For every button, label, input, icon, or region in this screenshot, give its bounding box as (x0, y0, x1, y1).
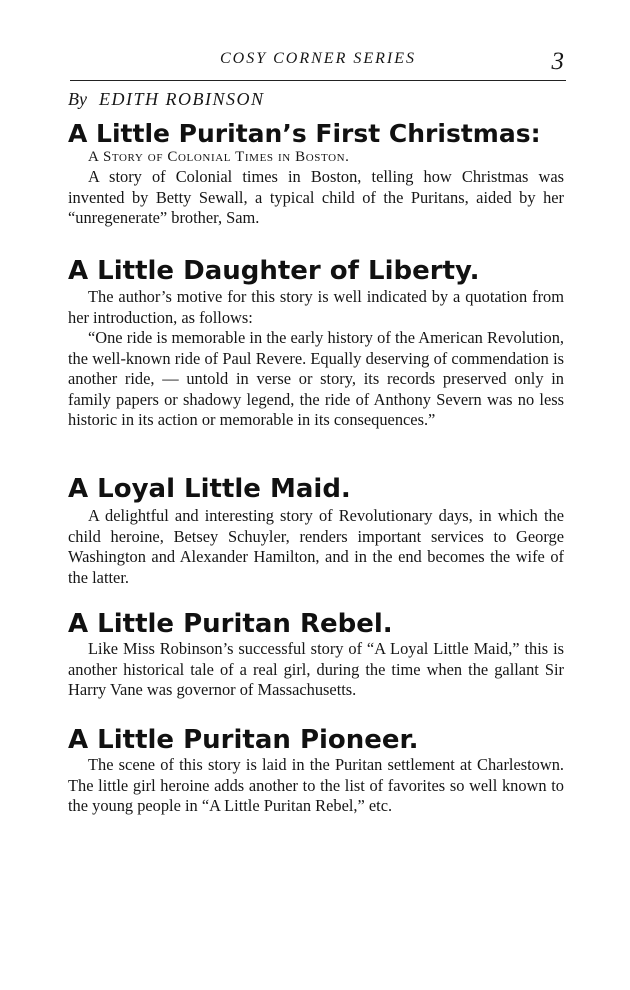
page-number: 3 (551, 48, 564, 75)
book-title-2: A Little Daughter of Liberty. (68, 256, 480, 286)
book-title-1: A Little Puritan’s First Christmas: (68, 119, 541, 148)
book-quote-2: “One ride is memorable in the early history of the American Revolution, the well-known ride of Paul Revere. Equally deserving of commendation is another ride, — untold in verse or story, its records preserved only in family papers or shadowy legend, the ride of Anthony Severn was no less historic in its action or memorable in its consequences.” (68, 328, 564, 430)
byline-prefix: By (68, 89, 87, 109)
book-description-4: Like Miss Robinson’s successful story of “A Loyal Little Maid,” this is another historical tale of a real girl, during the time when the gallant Sir Harry Vane was governor of Massachusetts. (68, 639, 564, 700)
book-title-5: A Little Puritan Pioneer. (68, 725, 419, 755)
series-title: COSY CORNER SERIES (220, 50, 416, 67)
author-name: EDITH ROBINSON (98, 89, 265, 109)
book-description-5: The scene of this story is laid in the Puritan settlement at Charlestown. The little girl heroine adds another to the list of favorites so well known to the young people in “A Little Puritan Rebel,” etc. (68, 755, 564, 816)
book-subtitle-1: A Story of Colonial Times in Boston. (88, 149, 350, 165)
book-description-1: A story of Colonial times in Boston, telling how Christmas was invented by Betty Sewall, a typical child of the Puritans, aided by her “unregenerate” brother, Sam. (68, 167, 564, 228)
book-description-3: A delightful and interesting story of Revolutionary days, in which the child heroine, Betsey Schuyler, renders important services to George Washington and Alexander Hamilton, and in the end becomes the wife of the latter. (68, 506, 564, 587)
book-description-2: The author’s motive for this story is well indicated by a quotation from her introduction, as follows: (68, 287, 564, 327)
book-title-4: A Little Puritan Rebel. (68, 609, 393, 639)
author-byline (68, 89, 264, 110)
book-title-3: A Loyal Little Maid. (68, 474, 351, 504)
running-header (70, 50, 566, 81)
